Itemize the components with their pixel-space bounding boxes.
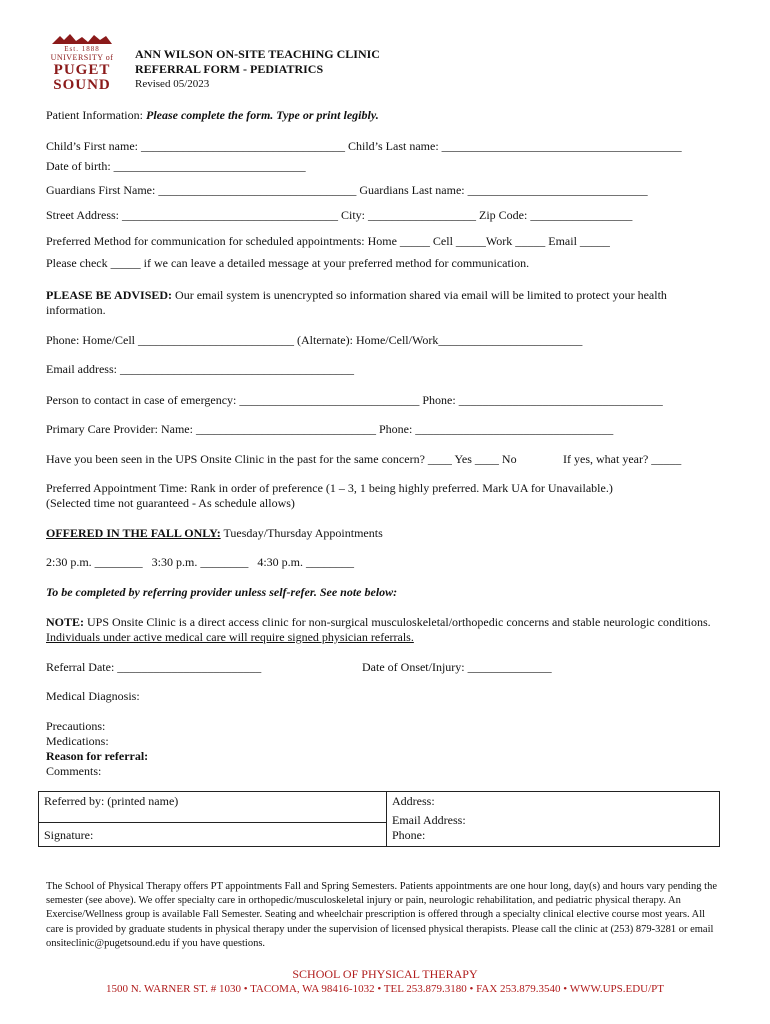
pcp-line[interactable]: Primary Care Provider: Name: ______________________________ Phone: _________________________________ <box>46 422 614 436</box>
emergency-contact-line[interactable]: Person to contact in case of emergency: ______________________________ Phone: __________________________________ <box>46 393 663 407</box>
email-line[interactable]: Email address: _______________________________________ <box>46 362 354 376</box>
referral-date-line[interactable]: Referral Date: ________________________ <box>46 660 262 674</box>
logo-university-of: UNIVERSITY of <box>50 53 114 62</box>
table-phone-label[interactable]: Phone: <box>392 828 426 842</box>
logo-puget: PUGET <box>53 62 111 78</box>
mountain-skyline-icon <box>46 32 118 46</box>
logo-est: Est. 1888 <box>64 45 100 53</box>
form-title-2: REFERRAL FORM - PEDIATRICS <box>135 62 324 76</box>
footer-paragraph: The School of Physical Therapy offers PT appointments Fall and Spring Semesters. Patients appointments are one hour long, day(s) and hours vary pending the semester (see above). We offer specialty care in orthopedic/musculoskeletal injury or pain, neurologic rehabilitation, and pediatric physical therapy. An Exercise/Wellness group is available Fall Semester. Seating and wheelchair prescription is offered through a specialty clinical elective course most years. All care is provided by graduate students in physical therapy under the supervision of licensed physical therapists. Please call the clinic at (253) 879-3281 or email onsiteclinic@pugetsound.edu if you have questions. <box>46 881 718 949</box>
preferred-time-line-2: (Selected time not guaranteed - As schedule allows) <box>46 496 295 510</box>
preferred-method-line[interactable]: Preferred Method for communication for scheduled appointments: Home _____ Cell _____Work _____ Email _____ <box>46 234 610 248</box>
note-text: UPS Onsite Clinic is a direct access clinic for non-surgical musculoskeletal/orthopedic concerns and stable neurologic conditions. <box>84 615 711 629</box>
patient-info-instruction: Please complete the form. Type or print legibly. <box>145 108 379 122</box>
patient-info-heading <box>46 108 379 123</box>
advisory-paragraph <box>46 288 716 318</box>
onset-date-line[interactable]: Date of Onset/Injury: ______________ <box>362 660 552 674</box>
reason-label[interactable]: Reason for referral: <box>46 749 149 763</box>
address-line[interactable]: Street Address: ____________________________________ City: __________________ Zip Code: _________________ <box>46 208 633 222</box>
table-divider-vertical <box>386 791 387 846</box>
precautions-label[interactable]: Precautions: <box>46 719 106 733</box>
form-title-1: ANN WILSON ON-SITE TEACHING CLINIC <box>135 47 380 61</box>
please-check-line[interactable]: Please check _____ if we can leave a detailed message at your preferred method for communication. <box>46 256 530 270</box>
table-email-label[interactable]: Email Address: <box>392 813 466 827</box>
offered-heading <box>46 526 383 541</box>
note-underlined: Individuals under active medical care will require signed physician referrals. <box>46 630 414 644</box>
diagnosis-label[interactable]: Medical Diagnosis: <box>46 689 140 703</box>
guardians-line[interactable]: Guardians First Name: _________________________________ Guardians Last name: ______________________________ <box>46 183 648 197</box>
dob-line[interactable]: Date of birth: ________________________________ <box>46 159 306 173</box>
seen-before-line[interactable]: Have you been seen in the UPS Onsite Clinic in the past for the same concern? ____ Yes ____ No <box>46 452 517 466</box>
signature-label[interactable]: Signature: <box>44 828 94 842</box>
phone-line[interactable]: Phone: Home/Cell __________________________ (Alternate): Home/Cell/Work________________________ <box>46 333 583 347</box>
offered-bold: OFFERED IN THE FALL ONLY: <box>46 526 221 540</box>
footer-school: SCHOOL OF PHYSICAL THERAPY <box>292 967 478 981</box>
which-year-line[interactable]: If yes, what year? _____ <box>563 452 682 466</box>
patient-info-label: Patient Information: <box>46 108 146 122</box>
referred-by-label[interactable]: Referred by: (printed name) <box>44 794 179 808</box>
university-logo <box>46 32 118 94</box>
preferred-time-line-1: Preferred Appointment Time: Rank in order of preference (1 – 3, 1 being highly preferred. Mark UA for Unavailable.) <box>46 481 613 495</box>
medications-label[interactable]: Medications: <box>46 734 109 748</box>
note-bold: NOTE: <box>46 615 85 629</box>
offered-days: Tuesday/Thursday Appointments <box>223 526 383 540</box>
appointment-times-line[interactable]: 2:30 p.m. ________ 3:30 p.m. ________ 4:30 p.m. ________ <box>46 555 355 569</box>
advisory-bold: PLEASE BE ADVISED: <box>46 288 173 302</box>
advisory-text: Our email system is unencrypted so information shared via email will be limited to protect your health information. <box>46 288 667 317</box>
logo-sound: SOUND <box>53 77 111 93</box>
form-revised: Revised 05/2023 <box>135 78 210 90</box>
footer-address: 1500 N. WARNER ST. # 1030 • TACOMA, WA 98416-1032 • TEL 253.879.3180 • FAX 253.879.3540 • WWW.UPS.EDU/PT <box>105 983 665 995</box>
provider-note: To be completed by referring provider unless self-refer. See note below: <box>46 585 398 599</box>
note-paragraph <box>46 615 716 645</box>
table-divider-horizontal <box>38 822 387 823</box>
child-name-line[interactable]: Child’s First name: __________________________________ Child’s Last name: ________________________________________ <box>46 139 682 153</box>
table-address-label[interactable]: Address: <box>392 794 435 808</box>
comments-label[interactable]: Comments: <box>46 764 102 778</box>
